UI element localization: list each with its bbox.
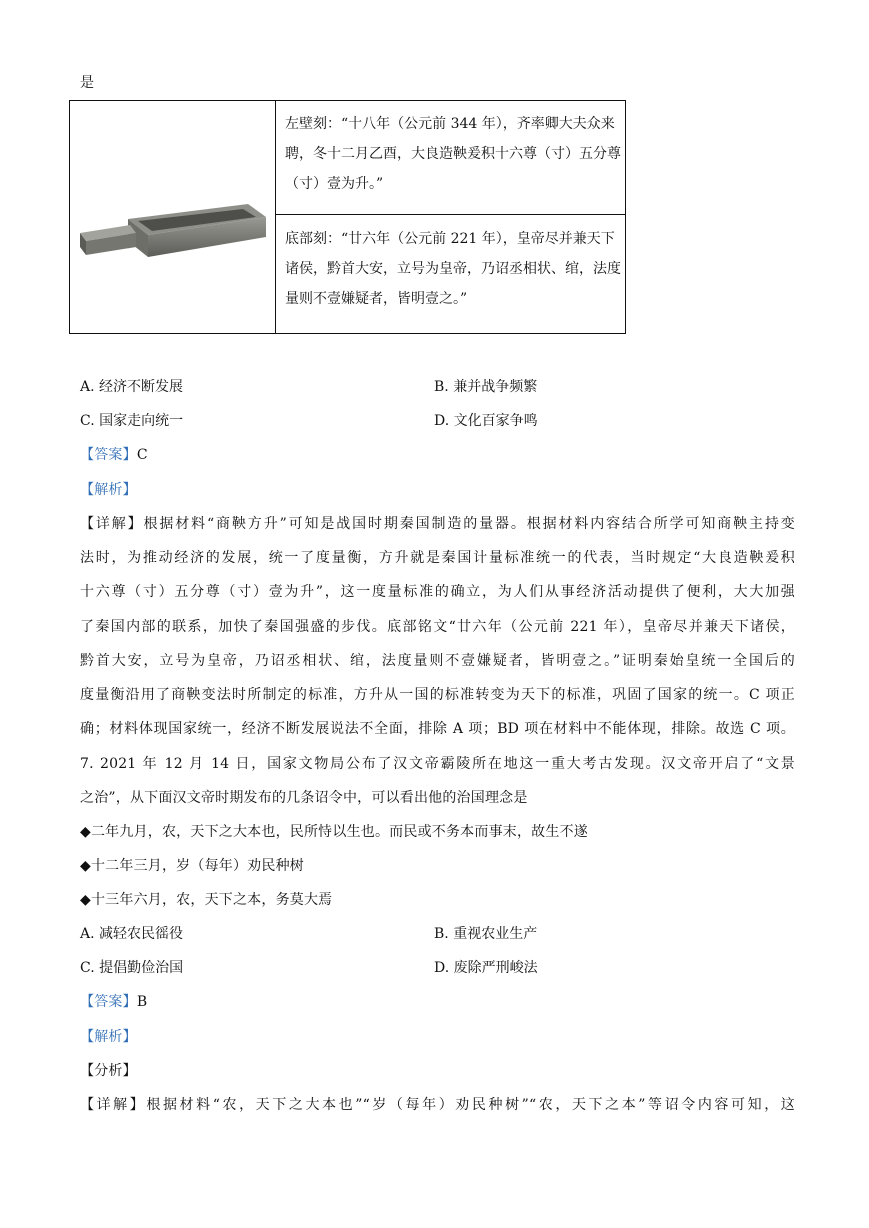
detail-tag: 【详解】 — [80, 1097, 147, 1113]
answer-value: C — [136, 447, 148, 463]
table-divider-horizontal — [275, 214, 625, 215]
q6-answer — [80, 445, 795, 465]
q7-option-b: B. 重视农业生产 — [434, 926, 538, 942]
q7-option-c: C. 提倡勤俭治国 — [80, 960, 184, 976]
q6-analysis-tag: 【解析】 — [80, 482, 137, 498]
q7-detail-line: 【详解】根据材料“农，天下之大本也”“岁（每年）劝民种树”“农，天下之本”等诏令内容可知，这 — [80, 1097, 795, 1113]
q7-edict: ◆十三年六月，农，天下之本，务莫大焉 — [80, 892, 333, 908]
answer-tag: 【答案】 — [80, 994, 137, 1010]
left-inscription: 左壁刻：“十八年（公元前 344 年），齐率卿大夫众来聘，冬十二月乙酉，大良造鞅爰积十六尊（寸）五分尊（寸）壹为升。” — [285, 116, 621, 192]
q7-stem-line: 7. 2021 年 12 月 14 日，国家文物局公布了汉文帝霸陵所在地这一重大考古发现。汉文帝开启了“文景 — [80, 756, 795, 772]
q6-option-a: A. 经济不断发展 — [80, 379, 184, 395]
q6-detail-line: 十六尊（寸）五分尊（寸）壹为升”，这一度量标准的确立，为人们从事经济活动提供了便利，大大加强 — [80, 584, 795, 600]
q6-option-c: C. 国家走向统一 — [80, 413, 184, 429]
q7-stem-line: 之治”，从下面汉文帝时期发布的几条诏令中，可以看出他的治国理念是 — [80, 790, 528, 806]
q7-edict: ◆二年九月，农，天下之大本也，民所恃以生也。而民或不务本而事末，故生不遂 — [80, 824, 588, 840]
q7-option-d: D. 废除严刑峻法 — [434, 960, 538, 976]
answer-tag: 【答案】 — [80, 447, 137, 463]
q7-edict: ◆十二年三月，岁（每年）劝民种树 — [80, 858, 304, 874]
bronze-measure-image — [78, 199, 268, 263]
q6-detail-line: 黔首大安，立号为皇帝，乃诏丞相状、绾，法度量则不壹嫌疑者，皆明壹之。”证明秦始皇统一全国后的 — [80, 653, 795, 669]
answer-value: B — [136, 994, 148, 1010]
q7-option-a: A. 减轻农民徭役 — [80, 926, 184, 942]
q6-detail-line: 【详解】根据材料“商鞅方升”可知是战国时期秦国制造的量器。根据材料内容结合所学可知商鞅主持变 — [80, 516, 795, 532]
detail-tag: 【详解】 — [80, 516, 144, 532]
q7-analysis-tag: 【解析】 — [80, 1029, 137, 1045]
bottom-inscription: 底部刻：“廿六年（公元前 221 年），皇帝尽并兼天下诸侯，黔首大安，立号为皇帝，乃诏丞相状、绾，法度量则不壹嫌疑者，皆明壹之。” — [285, 231, 621, 307]
q6-option-b: B. 兼并战争频繁 — [434, 379, 538, 395]
table-divider-vertical — [275, 101, 276, 333]
q6-detail-line: 了秦国内部的联系，加快了秦国强盛的步伐。底部铭文“廿六年（公元前 221 年），皇帝尽并兼天下诸侯， — [80, 619, 795, 635]
q7-answer — [80, 992, 795, 1012]
q6-option-d: D. 文化百家争鸣 — [434, 413, 538, 429]
inscription-table — [69, 100, 626, 334]
q7-fenxi-tag: 【分析】 — [80, 1063, 137, 1079]
q6-detail-line: 确；材料体现国家统一，经济不断发展说法不全面，排除 A 项；BD 项在材料中不能体现，排除。故选 C 项。 — [80, 721, 795, 737]
q6-detail-line: 法时，为推动经济的发展，统一了度量衡，方升就是秦国计量标准统一的代表，当时规定“大良造鞅爰积 — [80, 550, 795, 566]
q6-detail-line: 度量衡沿用了商鞅变法时所制定的标准，方升从一国的标准转变为天下的标准，巩固了国家的统一。C 项正 — [80, 687, 795, 703]
top-fragment: 是 — [80, 75, 95, 91]
